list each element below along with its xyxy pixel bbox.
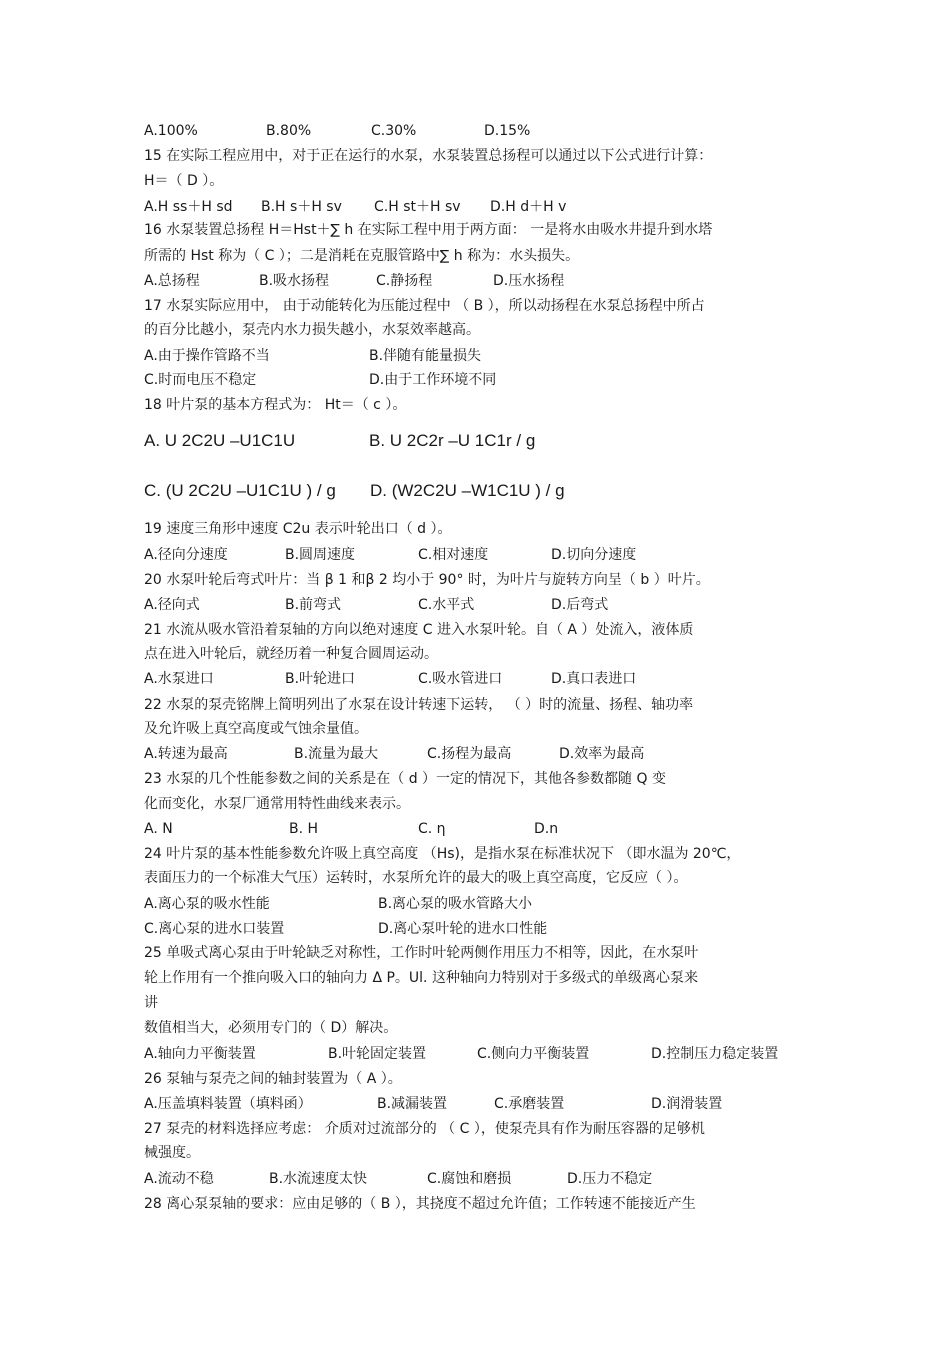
- q27-question: 27 泵壳的材料选择应考虑： 介质对过流部分的 （ C ），使泵壳具有作为耐压容器的足够机: [144, 1121, 705, 1137]
- q18-formula-a: A. U 2C2U –U1C1U: [144, 431, 296, 450]
- q15-option-d: D.H d＋H v: [490, 199, 567, 215]
- q22-question-cont: 及允许吸上真空高度或气蚀余量值。: [144, 721, 368, 737]
- q27-option-b: B.水流速度太快: [269, 1171, 368, 1187]
- q23-option-b: B. H: [289, 821, 319, 837]
- q25-option-b: B.叶轮固定装置: [328, 1046, 427, 1062]
- q27-question-cont: 械强度。: [144, 1145, 200, 1161]
- q15-answer: H＝（ D ）。: [144, 173, 224, 189]
- q14-option-d: D.15%: [484, 123, 531, 139]
- q20-option-c: C.水平式: [418, 597, 475, 613]
- q17-option-c: C.时而电压不稳定: [144, 372, 257, 388]
- q23-question: 23 水泵的几个性能参数之间的关系是在（ d ）一定的情况下，其他各参数都随 Q 变: [144, 771, 666, 787]
- q19-option-c: C.相对速度: [418, 547, 489, 563]
- q21-option-d: D.真口表进口: [551, 671, 637, 687]
- q24-option-b: B.离心泵的吸水管路大小: [378, 896, 533, 912]
- q20-question: 20 水泵叶轮后弯式叶片：当 β 1 和β 2 均小于 90° 时，为叶片与旋转方向呈（ b ）叶片。: [144, 572, 710, 588]
- q23-option-d: D.n: [534, 821, 559, 837]
- q17-option-a: A.由于操作管路不当: [144, 348, 270, 364]
- q21-option-b: B.叶轮进口: [285, 671, 356, 687]
- q19-option-d: D.切向分速度: [551, 547, 637, 563]
- q28-question: 28 离心泵泵轴的要求：应由足够的（ B ），其挠度不超过允许值；工作转速不能接近产生: [144, 1196, 696, 1212]
- q25-option-c: C.侧向力平衡装置: [477, 1046, 590, 1062]
- q18-question: 18 叶片泵的基本方程式为： Ht＝（ c ）。: [144, 397, 407, 413]
- q19-question: 19 速度三角形中速度 C2u 表示叶轮出口（ d ）。: [144, 521, 452, 537]
- q21-question-cont: 点在进入叶轮后，就经历着一种复合圆周运动。: [144, 646, 438, 662]
- q26-option-d: D.润滑装置: [651, 1096, 723, 1112]
- q27-option-a: A.流动不稳: [144, 1171, 214, 1187]
- q17-question-cont: 的百分比越小，泵壳内水力损失越小，水泵效率越高。: [144, 322, 480, 338]
- q27-option-d: D.压力不稳定: [567, 1171, 653, 1187]
- q27-option-c: C.腐蚀和磨损: [427, 1171, 512, 1187]
- q19-option-b: B.圆周速度: [285, 547, 356, 563]
- q14-option-b: B.80%: [266, 123, 312, 139]
- q18-formula-d: D. (W2C2U –W1C1U ) / g: [370, 481, 565, 500]
- q22-option-c: C.扬程为最高: [427, 746, 512, 762]
- q22-option-a: A.转速为最高: [144, 746, 228, 762]
- q21-question: 21 水流从吸水管沿着泵轴的方向以绝对速度 C 进入水泵叶轮。自（ A ）处流入，液体质: [144, 622, 694, 638]
- q15-option-b: B.H s＋H sv: [261, 199, 342, 215]
- q17-question: 17 水泵实际应用中， 由于动能转化为压能过程中 （ B ），所以动扬程在水泵总扬程中所占: [144, 298, 705, 314]
- q16-option-d: D.压水扬程: [493, 273, 565, 289]
- q24-question: 24 叶片泵的基本性能参数允许吸上真空高度 （Hs)，是指水泵在标准状况下 （即水温为 20℃，: [144, 846, 741, 862]
- q18-formula-b: B. U 2C2r –U 1C1r / g: [369, 431, 536, 450]
- q25-question: 25 单吸式离心泵由于叶轮缺乏对称性，工作时叶轮两侧作用压力不相等，因此，在水泵叶: [144, 945, 699, 961]
- q19-option-a: A.径向分速度: [144, 547, 228, 563]
- q14-option-a: A.100%: [144, 123, 198, 139]
- q22-question: 22 水泵的泵壳铭牌上简明列出了水泵在设计转速下运转， （ ）时的流量、扬程、轴功率: [144, 697, 694, 713]
- q23-option-c: C. η: [418, 821, 446, 837]
- q23-option-a: A. N: [144, 821, 173, 837]
- q26-option-a: A.压盖填料装置（填料函）: [144, 1096, 312, 1112]
- q25-question-cont2: 讲: [144, 995, 158, 1011]
- q24-option-a: A.离心泵的吸水性能: [144, 896, 270, 912]
- q24-question-cont: 表面压力的一个标准大气压）运转时，水泵所允许的最大的吸上真空高度，它反应（ ）。: [144, 870, 688, 886]
- q25-question-cont: 轮上作用有一个推向吸入口的轴向力 Δ P。Ul. 这种轴向力特别对于多级式的单级离心泵来: [144, 970, 698, 986]
- q22-option-d: D.效率为最高: [559, 746, 645, 762]
- q15-option-c: C.H st＋H sv: [374, 199, 461, 215]
- q24-option-c: C.离心泵的进水口装置: [144, 921, 285, 937]
- q20-option-a: A.径向式: [144, 597, 200, 613]
- q16-question-cont: 所需的 Hst 称为（ C ）；二是消耗在克服管路中∑ h 称为：水头损失。: [144, 248, 580, 264]
- q21-option-c: C.吸水管进口: [418, 671, 503, 687]
- q14-option-c: C.30%: [371, 123, 417, 139]
- q20-option-d: D.后弯式: [551, 597, 609, 613]
- q16-option-c: C.静扬程: [376, 273, 433, 289]
- q15-option-a: A.H ss＋H sd: [144, 199, 233, 215]
- q17-option-b: B.伴随有能量损失: [369, 348, 482, 364]
- q16-option-b: B.吸水扬程: [259, 273, 330, 289]
- q22-option-b: B.流量为最大: [294, 746, 379, 762]
- q26-option-b: B.减漏装置: [377, 1096, 448, 1112]
- q23-question-cont: 化而变化，水泵厂通常用特性曲线来表示。: [144, 796, 410, 812]
- q16-question: 16 水泵装置总扬程 H＝Hst＋∑ h 在实际工程中用于两方面： 一是将水由吸水井提升到水塔: [144, 222, 713, 238]
- q25-option-a: A.轴向力平衡装置: [144, 1046, 256, 1062]
- q18-formula-c: C. (U 2C2U –U1C1U ) / g: [144, 481, 336, 500]
- q26-option-c: C.承磨装置: [494, 1096, 565, 1112]
- q17-option-d: D.由于工作环境不同: [369, 372, 497, 388]
- q26-question: 26 泵轴与泵壳之间的轴封装置为（ A ）。: [144, 1071, 402, 1087]
- q20-option-b: B.前弯式: [285, 597, 342, 613]
- q25-option-d: D.控制压力稳定装置: [651, 1046, 779, 1062]
- q25-question-cont3: 数值相当大，必须用专门的（ D）解决。: [144, 1020, 398, 1036]
- q15-question: 15 在实际工程应用中，对于正在运行的水泵，水泵装置总扬程可以通过以下公式进行计算：: [144, 148, 713, 164]
- q16-option-a: A.总扬程: [144, 273, 200, 289]
- q21-option-a: A.水泵进口: [144, 671, 214, 687]
- q24-option-d: D.离心泵叶轮的进水口性能: [378, 921, 548, 937]
